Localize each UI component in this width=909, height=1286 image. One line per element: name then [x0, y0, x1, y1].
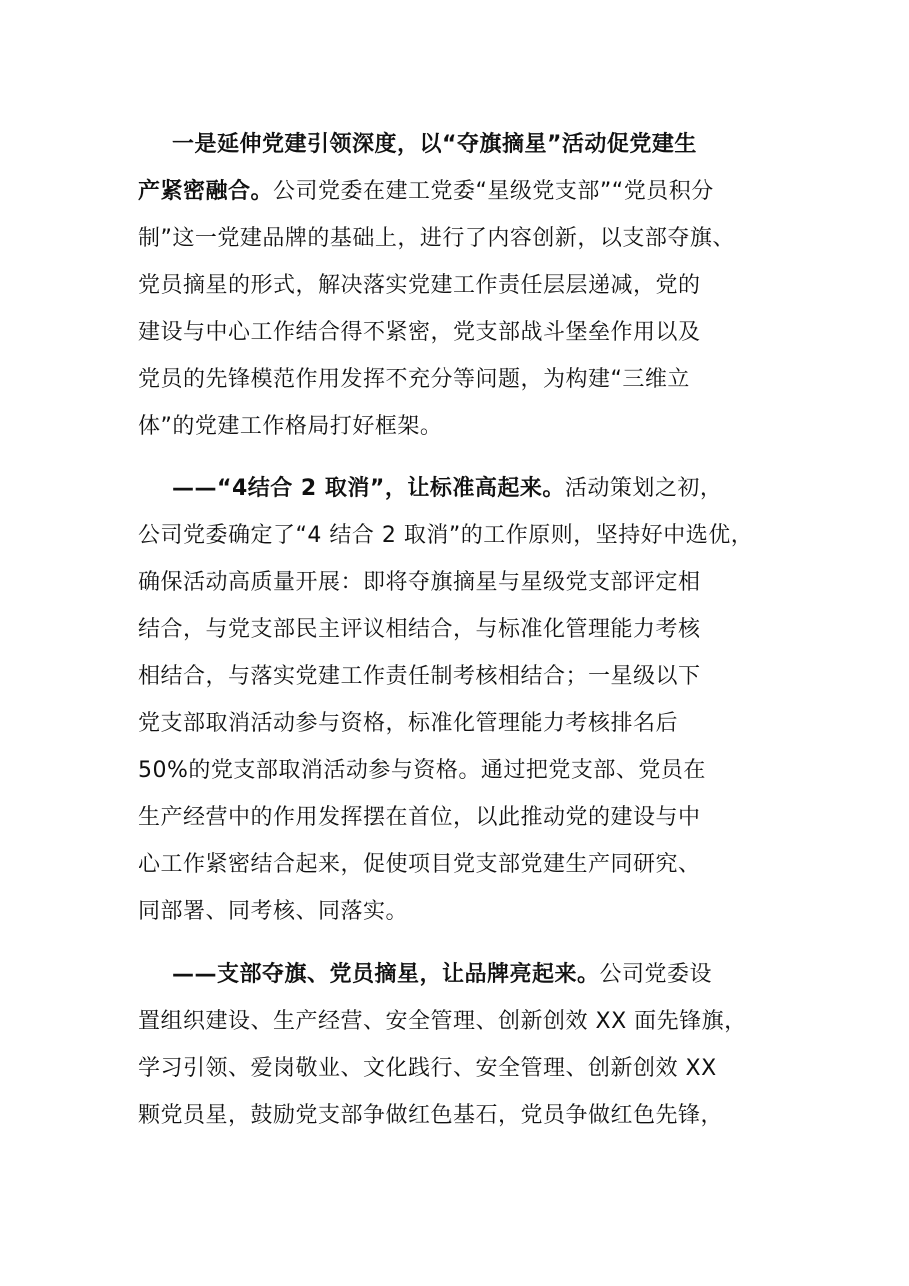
p3-line-1-text: 公司党委设: [599, 962, 713, 987]
p2-line-5: 相结合，与落实党建工作责任制考核相结合；一星级以下: [138, 664, 701, 689]
p1-heading: 一是延伸党建引领深度，以“夺旗摘星”活动促党建生: [172, 132, 697, 157]
p1-line-4: 党员摘星的形式，解决落实党建工作责任层层递减，党的: [138, 273, 701, 298]
p1-line-2: [138, 177, 714, 207]
p1-line-3: 制”这一党建品牌的基础上，进行了内容创新，以支部夺旗、: [138, 226, 735, 251]
p1-heading-end: 产紧密融合。: [138, 179, 274, 204]
p3-heading: ——支部夺旗、党员摘星，让品牌亮起来。: [172, 962, 600, 987]
p2-line-6: 党支部取消活动参与资格，标准化管理能力考核排名后: [138, 711, 679, 736]
p2-line-9: 心工作紧密结合起来，促使项目党支部党建生产同研究、: [138, 852, 701, 877]
p3-line-4: 颗党员星，鼓励党支部争做红色基石，党员争做红色先锋，: [138, 1103, 724, 1128]
p2-line-10: 同部署、同考核、同落实。: [138, 899, 409, 924]
p3-line-2: 置组织建设、生产经营、安全管理、创新创效 XX 面先锋旗，: [138, 1009, 747, 1034]
p1-line-7: 体”的党建工作格局打好框架。: [138, 414, 443, 439]
p2-heading: ——“4结合 2 取消”，让标准高起来。: [172, 476, 565, 501]
p1-line-6: 党员的先锋模范作用发挥不充分等问题，为构建“三维立: [138, 367, 690, 392]
p2-line-1: [172, 474, 722, 504]
p2-line-1-text: 活动策划之初，: [564, 476, 723, 501]
p1-line-5: 建设与中心工作结合得不紧密，党支部战斗堡垒作用以及: [138, 320, 701, 345]
p2-line-2: 公司党委确定了“4 结合 2 取消”的工作原则，坚持好中选优，: [138, 523, 754, 548]
p2-line-3: 确保活动高质量开展：即将夺旗摘星与星级党支部评定相: [138, 570, 701, 595]
p1-line-1: [172, 130, 697, 160]
p2-line-4: 结合，与党支部民主评议相结合，与标准化管理能力考核: [138, 617, 701, 642]
p3-line-3: 学习引领、爱岗敬业、文化践行、安全管理、创新创效 XX: [138, 1056, 717, 1081]
p2-line-8: 生产经营中的作用发挥摆在首位，以此推动党的建设与中: [138, 805, 701, 830]
p1-line-2-text: 公司党委在建工党委“星级党支部”“党员积分: [273, 179, 714, 204]
p2-line-7: 50%的党支部取消活动参与资格。通过把党支部、党员在: [138, 758, 706, 783]
p3-line-1: [172, 960, 712, 990]
